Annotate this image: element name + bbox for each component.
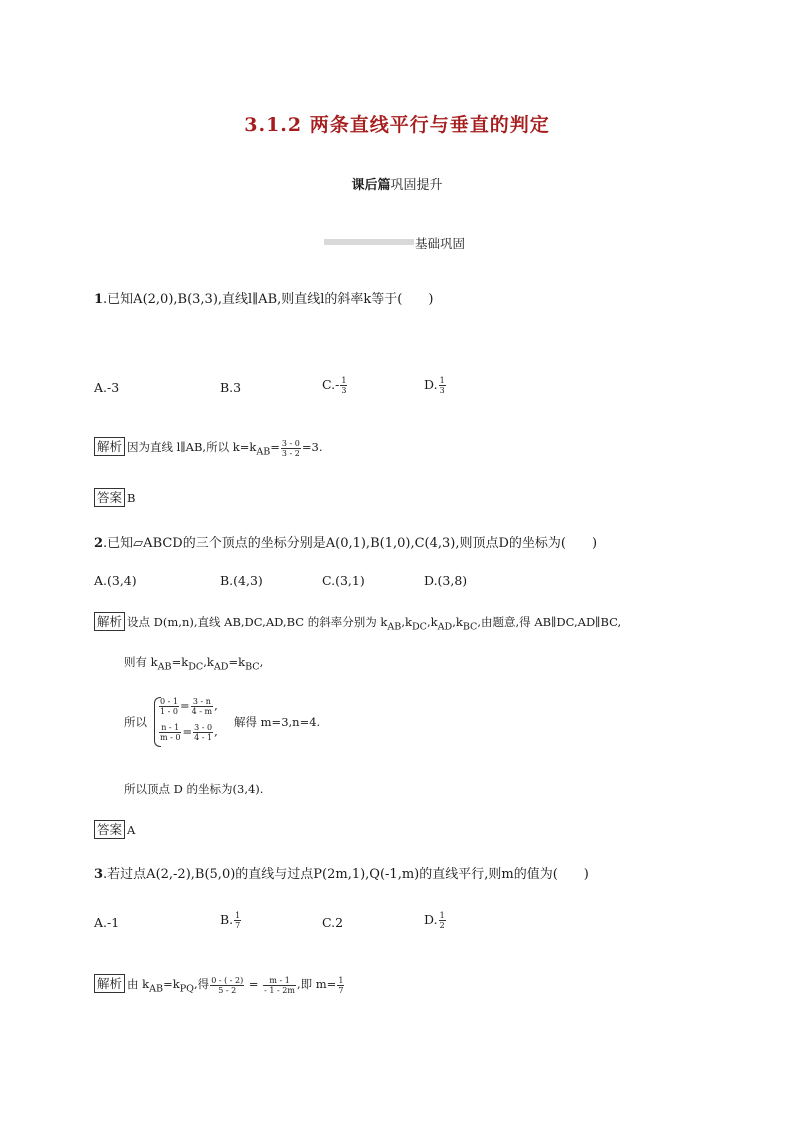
q3-frac2-num: m - 1 [263,976,296,986]
q1-d-frac-den: 3 [439,386,445,395]
q2-line3-post: 解得 m=3,n=4. [234,715,321,729]
q2-answer-tag: 答案 [94,820,125,839]
q3-option-d-frac [439,911,446,930]
section-bar [324,239,414,245]
q2-sub-bc: BC [462,621,478,633]
sys-r1-eq: = [179,698,190,713]
q2-line2-sep: ,k [203,655,214,669]
q3-sub-ab: AB [149,983,164,995]
q3-analysis-eq2: = [245,977,263,991]
sys-r1-left [159,697,179,716]
q1-c-frac-num: 1 [341,376,347,385]
q3-option-d-label: D. [424,912,438,927]
q3-analysis-post: ,即 m= [296,977,337,991]
q1-c-frac-den: 3 [341,386,347,395]
q2-line2-sub-ab: AB [157,661,172,673]
q3-analysis-mid: ,得 [194,977,210,991]
q1-frac-den: 3 - 2 [281,448,300,458]
q3-b-frac-den: 7 [235,921,241,930]
q3-frac-3 [337,976,344,995]
q3-frac1-num: 0 - ( - 2) [211,975,244,985]
q1-analysis-tag: 解析 [94,437,125,456]
q2-analysis-tag: 解析 [94,612,125,631]
q2-sub-dc: DC [411,621,427,633]
q2-line2-eq2: =k [228,655,246,669]
q3-number: 3 [94,867,104,882]
q3-option-d [424,911,447,930]
q2-line2-post: , [259,655,264,669]
q3-stem [94,863,589,882]
q1-number: 1 [94,292,104,307]
q1-stem [94,288,433,307]
q2-option-d: D.(3,8) [424,573,468,588]
q3-frac1-den: 5 - 2 [218,985,237,995]
q1-d-frac-num: 1 [439,376,445,385]
sys-r2l-den: m - 0 [160,733,181,742]
sys-r1l-num: 0 - 1 [160,697,178,706]
q2-line2-sub-dc: DC [188,661,204,673]
q2-line2-sub-ad: AD [213,661,229,673]
sys-r1-right [191,697,213,716]
page-title: 3.1.2 两条直线平行与垂直的判定 [244,114,550,136]
q3-option-b-label: B. [220,912,234,927]
sys-r1l-den: 1 - 0 [160,707,178,716]
q3-frac-1 [210,976,244,995]
q1-option-d-label: D. [424,377,438,392]
q2-number: 2 [94,536,104,551]
sys-r2-right [193,723,213,742]
q1-option-a: A.-3 [94,380,120,395]
q2-stem [94,532,597,551]
q2-line2-sub-bc: BC [245,661,260,673]
section-label: 基础巩固 [415,236,466,251]
q1-analysis-pre: 因为直线 l∥AB,所以 k=k [127,440,257,454]
q1-analysis-frac [281,439,301,458]
q3-analysis-tag: 解析 [94,974,125,993]
q2-analysis-line2 [124,654,263,672]
system-row-2 [158,723,218,742]
q1-frac-num: 3 - 0 [281,438,300,448]
q3-frac3-num: 1 [338,975,344,985]
q1-answer [94,488,135,507]
q1-option-c [322,376,348,395]
page-subtitle [0,174,794,193]
q2-line2-pre: 则有 k [124,655,158,669]
q1-analysis-post: =3. [301,440,323,454]
q3-frac3-den: 7 [338,985,344,995]
sys-r1r-den: 4 - m [191,707,213,716]
q3-analysis [94,974,345,995]
q3-text: .若过点A(2,-2),B(5,0)的直线与过点P(2m,1),Q(-1,m)的直线平行,则m的值为( ) [103,867,589,882]
q1-option-b: B.3 [220,380,242,395]
q2-line3-pre: 所以 [124,715,147,729]
q3-option-c: C.2 [322,915,344,930]
sys-r2r-den: 4 - 1 [194,733,213,742]
subtitle-normal: 巩固提升 [390,178,443,193]
q1-analysis-sub: AB [256,446,271,458]
q3-frac-2 [263,976,296,995]
q2-line2-eq1: =k [171,655,189,669]
sys-r2r-num: 3 - 0 [194,723,213,732]
q3-option-b-frac [234,911,241,930]
sys-r1-post: , [214,698,218,713]
sys-r1r-num: 3 - n [191,697,213,707]
q2-analysis-1-post: ,由题意,得 AB∥DC,AD∥BC, [477,615,622,629]
q1-answer-value: B [127,491,136,505]
q3-sub-pq: PQ [179,983,195,995]
q1-option-c-label: C.- [322,377,340,392]
q1-text: .已知A(2,0),B(3,3),直线l∥AB,则直线l的斜率k等于( ) [103,292,434,307]
q2-option-b: B.(4,3) [220,573,263,588]
q3-frac2-den: - 1 - 2m [264,985,295,995]
q3-b-frac-num: 1 [235,911,241,920]
q3-option-b [220,911,242,930]
q1-option-c-frac [340,376,347,395]
sys-r2-post: , [214,724,218,739]
q2-answer-value: A [127,823,136,837]
q2-analysis-line4: 所以顶点 D 的坐标为(3,4). [124,782,264,796]
q3-d-frac-den: 2 [439,921,445,930]
q1-option-d-frac [439,376,446,395]
q1-answer-tag: 答案 [94,488,125,507]
q3-d-frac-num: 1 [439,911,445,920]
q2-text: .已知▱ABCD的三个顶点的坐标分别是A(0,1),B(1,0),C(4,3),则顶点D的坐标为( ) [103,536,598,551]
sys-r2-eq: = [182,724,193,739]
sys-r2-left [159,723,181,742]
sys-r2l-num: n - 1 [159,723,181,733]
subtitle-bold: 课后篇 [351,178,391,193]
q2-analysis-line1: 解析 设点 D(m,n),直线 AB,DC,AD,BC 的斜率分别为 $k_{AB},k_{DC},k_{AD},k_{BC}$,由题意,得 AB∥DC,AD∥BC, [94,612,621,632]
q2-option-a: A.(3,4) [94,573,137,588]
q1-analysis [94,437,323,458]
q2-answer [94,820,135,839]
q3-option-a: A.-1 [94,915,120,930]
q2-sub-ad: AD [437,621,453,633]
system-row-1 [158,697,218,716]
q1-analysis-eq: = [270,440,280,454]
q1-option-d [424,376,447,395]
q3-analysis-pre: 由 k [127,977,150,991]
q2-sub-ab: AB [387,621,402,633]
q2-analysis-1: 设点 D(m,n),直线 AB,DC,AD,BC 的斜率分别为 k [127,615,388,629]
q3-analysis-eq: =k [163,977,180,991]
q2-option-c: C.(3,1) [322,573,365,588]
